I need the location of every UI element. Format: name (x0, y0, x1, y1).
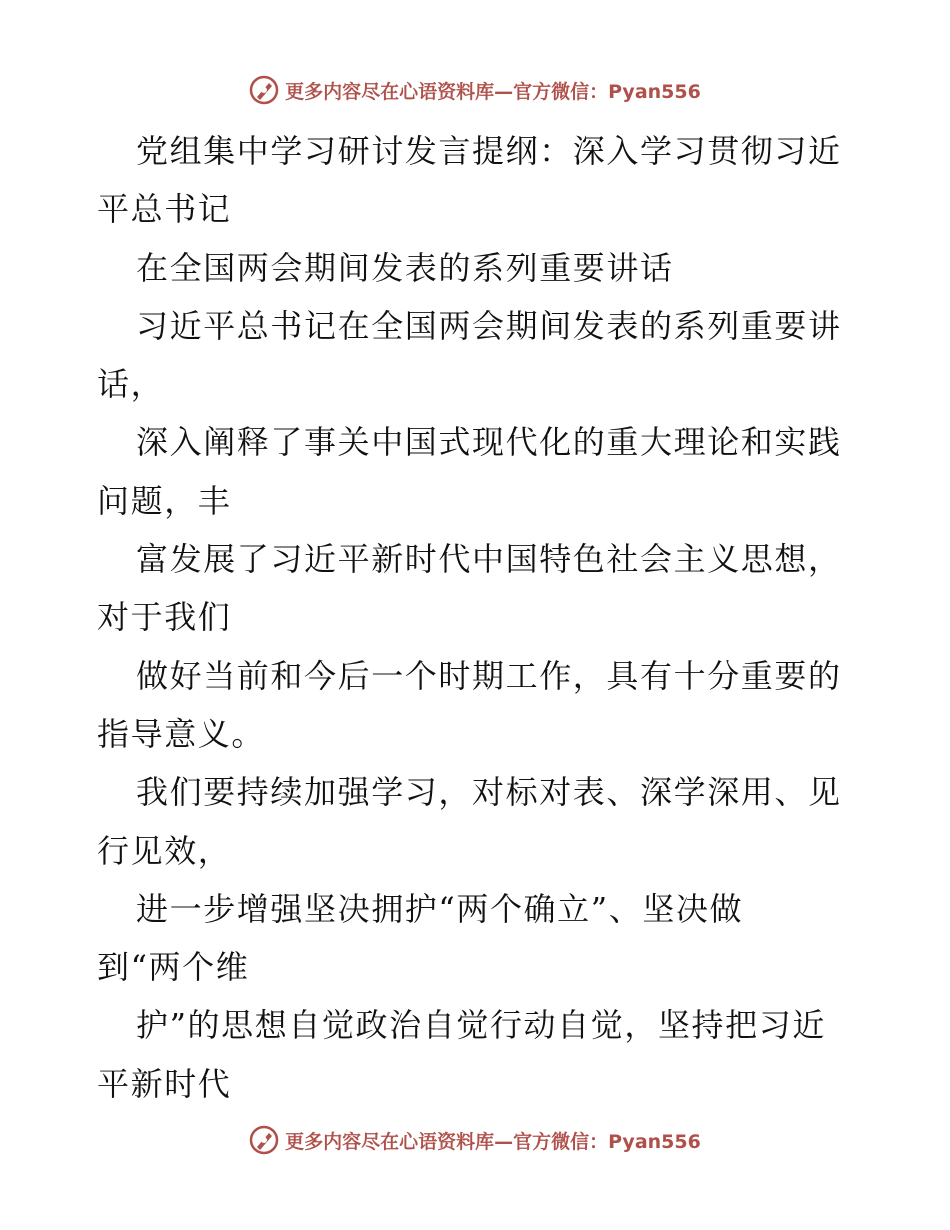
watermark-text: 更多内容尽在心语资料库—官方微信：Pyan556 (285, 1130, 701, 1153)
text-line: 护”的思想自觉政治自觉行动自觉，坚持把习近 (136, 1006, 826, 1045)
text-line: 话， (97, 365, 165, 404)
text-line: 深入阐释了事关中国式现代化的重大理论和实践 (136, 423, 842, 462)
text-line: 在全国两会期间发表的系列重要讲话 (136, 248, 674, 287)
text-line: 平总书记 (97, 190, 232, 229)
text-line: 党组集中学习研讨发言提纲：深入学习贯彻习近 (136, 132, 842, 170)
pen-logo-icon (249, 1125, 279, 1155)
pen-logo-icon (249, 75, 279, 105)
header-watermark (0, 70, 950, 110)
text-line: 对于我们 (97, 598, 232, 637)
text-line: 习近平总书记在全国两会期间发表的系列重要讲 (136, 306, 842, 345)
text-line: 问题，丰 (97, 481, 232, 520)
text-line: 做好当前和今后一个时期工作，具有十分重要的 (136, 656, 842, 695)
watermark-text: 更多内容尽在心语资料库—官方微信：Pyan556 (285, 80, 701, 103)
text-line: 富发展了习近平新时代中国特色社会主义思想， (136, 540, 842, 579)
document-body (97, 122, 857, 1113)
footer-watermark (0, 1120, 950, 1160)
text-line: 进一步增强坚决拥护“两个确立”、坚决做 (136, 889, 744, 928)
text-line: 平新时代 (97, 1064, 232, 1103)
text-line: 到“两个维 (97, 948, 250, 987)
text-line: 我们要持续加强学习，对标对表、深学深用、见 (136, 773, 842, 812)
text-line: 行见效， (97, 831, 232, 870)
text-line: 指导意义。 (97, 714, 266, 753)
